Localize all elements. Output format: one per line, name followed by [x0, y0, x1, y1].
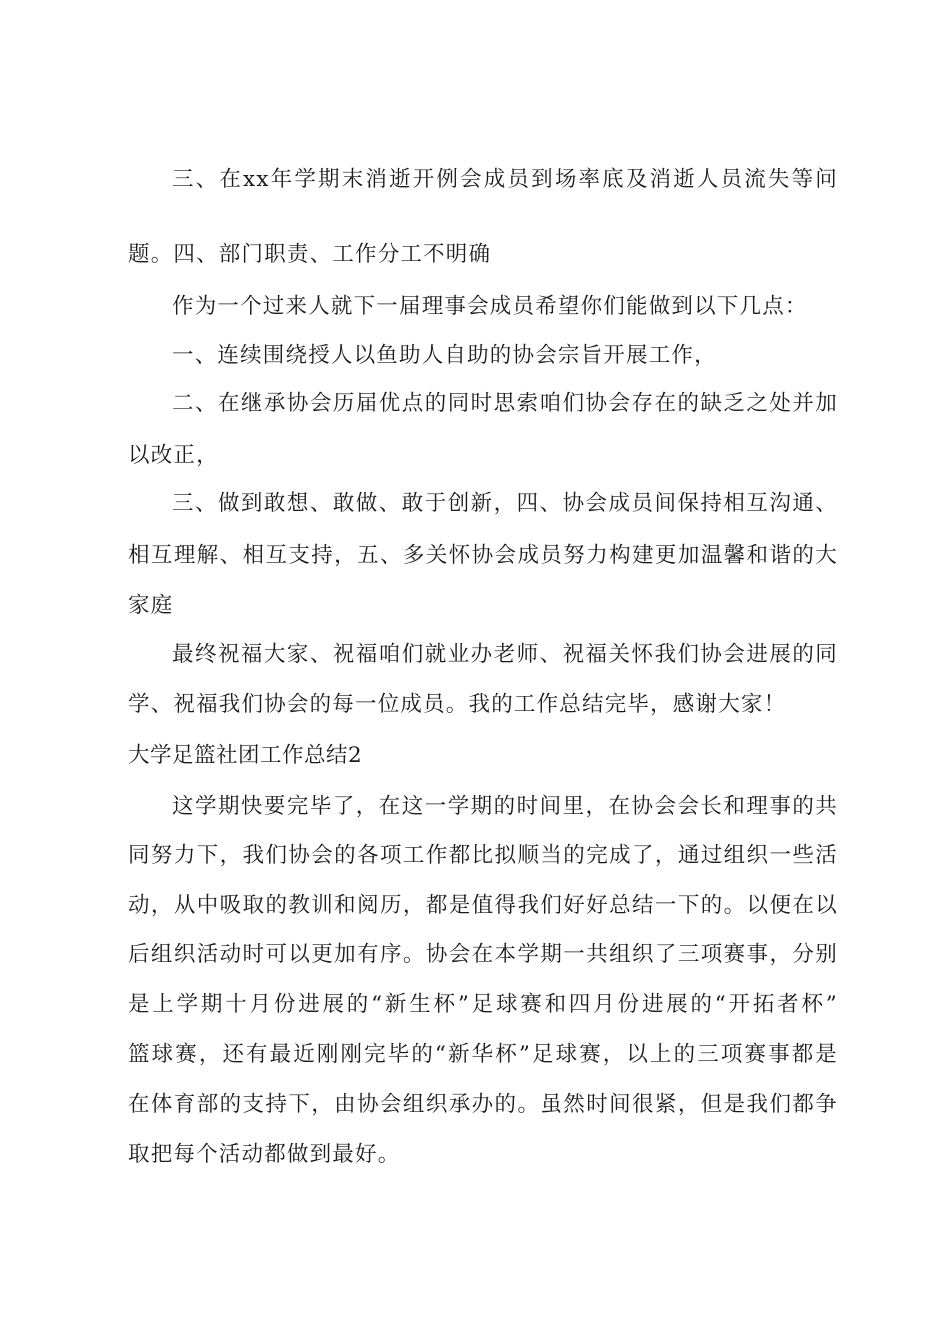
text-line: 取把每个活动都做到最好。 — [128, 1142, 401, 1167]
text-line: 相互理解、相互支持，五、多关怀协会成员努力构建更加温馨和谐的大 — [128, 543, 838, 568]
text-line: 最终祝福大家、祝福咱们就业办老师、祝福关怀我们协会进展的同 — [172, 642, 838, 667]
text-line: 家庭 — [128, 593, 174, 618]
text-line: 三、做到敢想、敢做、敢于创新，四、协会成员间保持相互沟通、 — [172, 491, 838, 516]
text-line: 题。四、部门职责、工作分工不明确 — [128, 242, 492, 267]
text-line: 同努力下，我们协会的各项工作都比拟顺当的完成了，通过组织一些活 — [128, 843, 838, 868]
text-line: 以改正， — [128, 443, 219, 468]
text-line: 学、祝福我们协会的每一位成员。我的工作总结完毕，感谢大家！ — [128, 692, 787, 717]
text-line: 篮球赛，还有最近刚刚完毕的“新华杯”足球赛，以上的三项赛事都是 — [128, 1042, 838, 1067]
text-line: 后组织活动时可以更加有序。协会在本学期一共组织了三项赛事，分别 — [128, 942, 838, 967]
text-line: 三、在xx年学期末消逝开例会成员到场率底及消逝人员流失等问 — [172, 167, 838, 192]
text-line: 是上学期十月份进展的“新生杯”足球赛和四月份进展的“开拓者杯” — [128, 992, 838, 1017]
text-line: 在体育部的支持下，由协会组织承办的。虽然时间很紧，但是我们都争 — [128, 1092, 838, 1117]
text-line: 二、在继承协会历届优点的同时思索咱们协会存在的缺乏之处并加 — [172, 391, 838, 416]
section-heading: 大学足篮社团工作总结2 — [128, 743, 363, 768]
text-line: 一、连续围绕授人以鱼助人自助的协会宗旨开展工作， — [172, 343, 717, 368]
text-line: 动，从中吸取的教训和阅历，都是值得我们好好总结一下的。以便在以 — [128, 893, 838, 918]
text-line: 这学期快要完毕了，在这一学期的时间里，在协会会长和理事的共 — [172, 794, 838, 819]
text-line: 作为一个过来人就下一届理事会成员希望你们能做到以下几点： — [172, 294, 808, 319]
